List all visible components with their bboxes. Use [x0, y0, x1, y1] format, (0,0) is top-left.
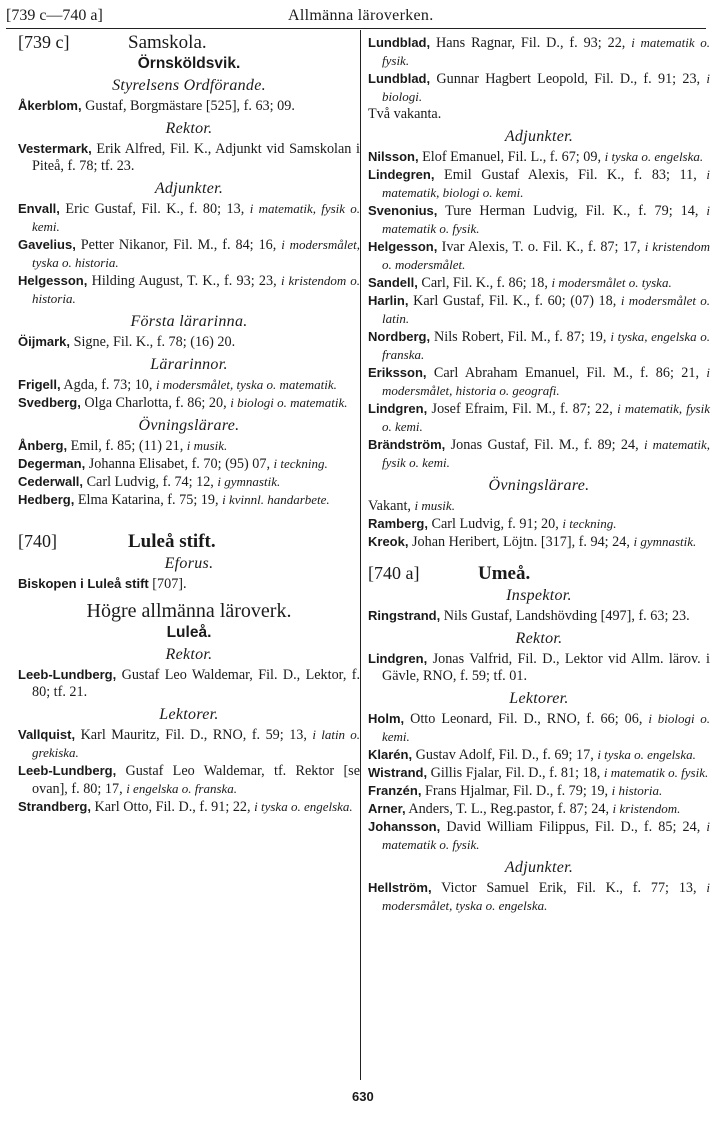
staff-subjects: i tyska o. engelska. [254, 799, 353, 814]
staff-entry [18, 726, 360, 762]
staff-name: Lundblad, [368, 35, 431, 50]
staff-name: Klarén, [368, 747, 413, 762]
staff-details: Gillis Fjalar, Fil. D., f. 81; 18, [427, 765, 604, 781]
staff-subjects: i musik. [186, 438, 228, 453]
section-number: [739 c] [18, 32, 70, 52]
staff-details: David William Filippus, Fil. D., f. 85; 24, [440, 819, 707, 835]
staff-name: Leeb-Lundberg, [18, 667, 117, 682]
staff-details: Hans Ragnar, Fil. D., f. 93; 22, [430, 35, 632, 51]
staff-entry [18, 666, 360, 701]
city-heading: Luleå. [166, 624, 212, 641]
staff-name: Frigell, [18, 377, 61, 392]
staff-details: Nils Robert, Fil. M., f. 87; 19, [430, 329, 611, 345]
staff-entry [368, 607, 710, 625]
staff-subjects: i matematik o. fysik. [603, 765, 709, 780]
staff-entry [18, 575, 360, 593]
role-heading: Första lärarinna. [130, 313, 248, 330]
role-heading: Rektor. [515, 630, 563, 647]
staff-subjects: i matematik, biologi o. kemi. [382, 167, 710, 200]
staff-details: Vakant, [368, 498, 415, 514]
staff-details: Anders, T. L., Reg.pastor, f. 87; 24, [405, 801, 613, 817]
staff-details: Karl Gustaf, Fil. K., f. 60; (07) 18, [408, 293, 621, 309]
staff-entry [368, 710, 710, 746]
staff-entry [18, 272, 360, 308]
role-heading: Lektorer. [509, 690, 569, 707]
staff-details: Två vakanta. [368, 106, 442, 122]
staff-entry [18, 236, 360, 272]
staff-details: Ture Herman Ludvig, Fil. K., f. 79; 14, [437, 203, 707, 219]
staff-details: Elma Katarina, f. 75; 19, [74, 492, 223, 508]
staff-name: Svedberg, [18, 395, 81, 410]
staff-subjects: i latin o. grekiska. [32, 727, 360, 760]
staff-entry [18, 333, 360, 351]
section-heading [368, 565, 710, 582]
page-header [6, 5, 706, 29]
staff-details: Emil, f. 85; (11) 21, [67, 438, 187, 454]
staff-subjects: i tyska o. engelska. [597, 747, 696, 762]
staff-details: Johanna Elisabet, f. 70; (95) 07, [85, 456, 274, 472]
page-number: 630 [352, 1089, 374, 1104]
section-name: Umeå. [478, 563, 531, 584]
staff-details: Agda, f. 73; 10, [60, 377, 156, 393]
staff-entry [18, 762, 360, 798]
role-heading: Övningslärare. [138, 417, 240, 434]
role-heading: Rektor. [165, 646, 213, 663]
header-range: [739 c—740 a] [6, 7, 103, 24]
staff-details: Eric Gustaf, Fil. K., f. 80; 13, [59, 201, 250, 217]
staff-details: Elof Emanuel, Fil. L., f. 67; 09, [418, 149, 605, 165]
staff-entry [368, 818, 710, 854]
staff-name: Helgesson, [18, 273, 88, 288]
staff-name: Sandell, [368, 275, 418, 290]
plain-entry [368, 106, 710, 123]
staff-name: Leeb-Lundberg, [18, 763, 117, 778]
staff-details: Signe, Fil. K., f. 78; (16) 20. [70, 334, 236, 350]
staff-name: Ånberg, [18, 438, 68, 453]
staff-subjects: i tyska o. engelska. [604, 149, 704, 164]
staff-subjects: i matematik, fysik o. kemi. [382, 401, 710, 434]
staff-entry [368, 400, 710, 436]
column-divider [360, 30, 361, 1080]
staff-subjects: i biologi o. kemi. [382, 711, 710, 744]
left-column [18, 34, 360, 816]
staff-entry [18, 491, 360, 509]
staff-details: Frans Hjalmar, Fil. D., f. 79; 19, [421, 783, 612, 799]
section-name: Samskola. [128, 32, 207, 53]
staff-name: Nilsson, [368, 149, 419, 164]
role-heading: Lärarinnor. [150, 356, 228, 373]
section-heading [18, 533, 360, 550]
staff-name: Wistrand, [368, 765, 428, 780]
staff-name: Ringstrand, [368, 608, 441, 623]
staff-entry [18, 200, 360, 236]
role-heading: Styrelsens Ordförande. [112, 77, 266, 94]
staff-entry [368, 328, 710, 364]
staff-details: Karl Mauritz, Fil. D., RNO, f. 59; 13, [75, 727, 313, 743]
staff-subjects: i gymnastik. [633, 534, 697, 549]
staff-subjects: i modersmålet o. tyska. [551, 275, 672, 290]
staff-entry [368, 800, 710, 818]
staff-details: Gustav Adolf, Fil. D., f. 69; 17, [412, 747, 598, 763]
staff-entry [18, 455, 360, 473]
staff-name: Franzén, [368, 783, 422, 798]
staff-name: Cederwall, [18, 474, 84, 489]
staff-subjects: i modersmålet, historia o. geografi. [382, 365, 710, 398]
staff-name: Gavelius, [18, 237, 76, 252]
staff-entry [368, 34, 710, 70]
staff-details: Emil Gustaf Alexis, Fil. K., f. 83; 11, [434, 167, 707, 183]
spacer [368, 551, 710, 565]
staff-name: Strandberg, [18, 799, 91, 814]
staff-entry [368, 148, 710, 166]
staff-details: Gustaf, Borgmästare [525], f. 63; 09. [81, 98, 295, 114]
staff-subjects: i tyska, engelska o. franska. [382, 329, 710, 362]
staff-subjects: i matematik, fysik o. kemi. [382, 437, 711, 470]
staff-details: Josef Efraim, Fil. M., f. 87; 22, [427, 401, 618, 417]
staff-name: Lundblad, [368, 71, 431, 86]
role-heading: Adjunkter. [504, 128, 574, 145]
staff-subjects: i modersmålet, tyska o. historia. [32, 237, 360, 270]
staff-subjects: i modersmålet, tyska o. matematik. [156, 377, 337, 392]
staff-subjects: i matematik o. fysik. [382, 819, 710, 852]
role-heading: Inspektor. [506, 587, 572, 604]
staff-entry [368, 746, 710, 764]
right-column [368, 34, 710, 915]
staff-details: Carl, Fil. K., f. 86; 18, [417, 275, 552, 291]
staff-details: Jonas Gustaf, Fil. M., f. 89; 24, [445, 437, 644, 453]
staff-entry [368, 764, 710, 782]
staff-name: Eriksson, [368, 365, 427, 380]
staff-details: [707]. [148, 576, 187, 592]
staff-details: Carl Ludvig, f. 74; 12, [83, 474, 218, 490]
staff-entry [368, 202, 710, 238]
staff-name: Holm, [368, 711, 405, 726]
staff-entry [18, 140, 360, 175]
staff-details: Hilding August, T. K., f. 93; 23, [87, 273, 281, 289]
staff-subjects: i engelska o. franska. [126, 781, 238, 796]
staff-entry [368, 292, 710, 328]
staff-name: Degerman, [18, 456, 86, 471]
staff-name: Lindgren, [368, 401, 428, 416]
staff-details: Nils Gustaf, Landshövding [497], f. 63; 23. [440, 608, 690, 624]
staff-details: Petter Nikanor, Fil. M., f. 84; 16, [75, 237, 282, 253]
staff-entry [368, 879, 710, 915]
staff-subjects: i musik. [414, 498, 455, 513]
staff-details: Carl Ludvig, f. 91; 20, [427, 516, 563, 532]
staff-details: Gustaf Leo Waldemar, tf. Rektor [se ovan], f. 80; 17, [32, 763, 360, 797]
staff-subjects: i teckning. [562, 516, 617, 531]
staff-details: Erik Alfred, Fil. K., Adjunkt vid Samskolan i Piteå, f. 78; tf. 23. [32, 141, 360, 174]
staff-subjects: i biologi. [382, 71, 710, 104]
section-number: [740 a] [368, 563, 420, 583]
staff-name: Vallquist, [18, 727, 76, 742]
header-rule [6, 28, 706, 29]
staff-details: Carl Abraham Emanuel, Fil. M., f. 86; 21, [426, 365, 707, 381]
staff-details: Karl Otto, Fil. D., f. 91; 22, [90, 799, 255, 815]
staff-subjects: i gymnastik. [217, 474, 281, 489]
city-heading: Örnsköldsvik. [137, 55, 241, 72]
staff-entry [368, 533, 710, 551]
staff-subjects: i modersmålet o. latin. [382, 293, 710, 326]
staff-entry [368, 782, 710, 800]
staff-name: Ramberg, [368, 516, 428, 531]
role-heading: Adjunkter. [154, 180, 224, 197]
staff-subjects: i teckning. [273, 456, 328, 471]
staff-details: Otto Leonard, Fil. D., RNO, f. 66; 06, [404, 711, 649, 727]
staff-name: Kreok, [368, 534, 409, 549]
staff-name: Åkerblom, [18, 98, 82, 113]
staff-entry [368, 238, 710, 274]
staff-entry [18, 798, 360, 816]
role-heading: Rektor. [165, 120, 213, 137]
staff-details: Olga Charlotta, f. 86; 20, [80, 395, 231, 411]
staff-details: Jonas Valfrid, Fil. D., Lektor vid Allm. lärov. i Gävle, RNO, f. 59; tf. 01. [382, 651, 710, 684]
staff-subjects: i matematik o. fysik. [382, 35, 710, 68]
staff-entry [368, 274, 710, 292]
staff-name: Lindgren, [368, 651, 428, 666]
staff-name: Öijmark, [18, 334, 71, 349]
section-name: Luleå stift. [128, 531, 216, 552]
role-heading: Lektorer. [159, 706, 219, 723]
staff-name: Hedberg, [18, 492, 75, 507]
staff-entry [368, 166, 710, 202]
staff-entry [18, 437, 360, 455]
staff-name: Hellström, [368, 880, 432, 895]
spacer [18, 509, 360, 533]
staff-subjects: i kristendom o. historia. [32, 273, 360, 306]
staff-name: Brändström, [368, 437, 446, 452]
staff-subjects: i matematik, fysik o. kemi. [32, 201, 360, 234]
staff-name: Harlin, [368, 293, 409, 308]
staff-subjects: i kristendom. [612, 801, 681, 816]
staff-subjects: i matematik o. fysik. [382, 203, 710, 236]
role-heading: Adjunkter. [504, 859, 574, 876]
staff-details: Gustaf Leo Waldemar, Fil. D., Lektor, f. 80; tf. 21. [32, 667, 360, 700]
role-heading: Övningslärare. [488, 477, 590, 494]
staff-name: Nordberg, [368, 329, 431, 344]
staff-details: Johan Heribert, Löjtn. [317], f. 94; 24, [408, 534, 634, 550]
staff-details: Gunnar Hagbert Leopold, Fil. D., f. 91; 23, [430, 71, 707, 87]
staff-subjects: i biologi o. matematik. [230, 395, 348, 410]
staff-entry [368, 364, 710, 400]
staff-name: Envall, [18, 201, 60, 216]
school-type-heading: Högre allmänna läroverk. [86, 600, 292, 622]
staff-details: Ivar Alexis, T. o. Fil. K., f. 87; 17, [437, 239, 645, 255]
section-heading [18, 34, 360, 51]
staff-subjects: i kristendom o. modersmålet. [382, 239, 711, 272]
staff-name: Helgesson, [368, 239, 438, 254]
staff-entry [368, 515, 710, 533]
staff-entry [368, 70, 710, 106]
staff-entry [368, 436, 710, 472]
staff-subjects: i historia. [611, 783, 663, 798]
staff-entry [18, 376, 360, 394]
staff-entry [18, 473, 360, 491]
plain-entry [368, 497, 710, 515]
staff-name: Svenonius, [368, 203, 438, 218]
staff-subjects: i modersmålet, tyska o. engelska. [382, 880, 710, 913]
section-number: [740] [18, 531, 57, 551]
staff-name: Arner, [368, 801, 406, 816]
staff-subjects: i kvinnl. handarbete. [222, 492, 330, 507]
header-title: Allmänna läroverken. [288, 7, 434, 24]
role-heading: Eforus. [164, 555, 214, 572]
staff-entry [18, 97, 360, 115]
staff-entry [368, 650, 710, 685]
staff-name: Lindegren, [368, 167, 435, 182]
staff-name: Johansson, [368, 819, 441, 834]
staff-name: Biskopen i Luleå stift [18, 576, 149, 591]
staff-details: Victor Samuel Erik, Fil. K., f. 77; 13, [431, 880, 707, 896]
staff-entry [18, 394, 360, 412]
staff-name: Vestermark, [18, 141, 92, 156]
